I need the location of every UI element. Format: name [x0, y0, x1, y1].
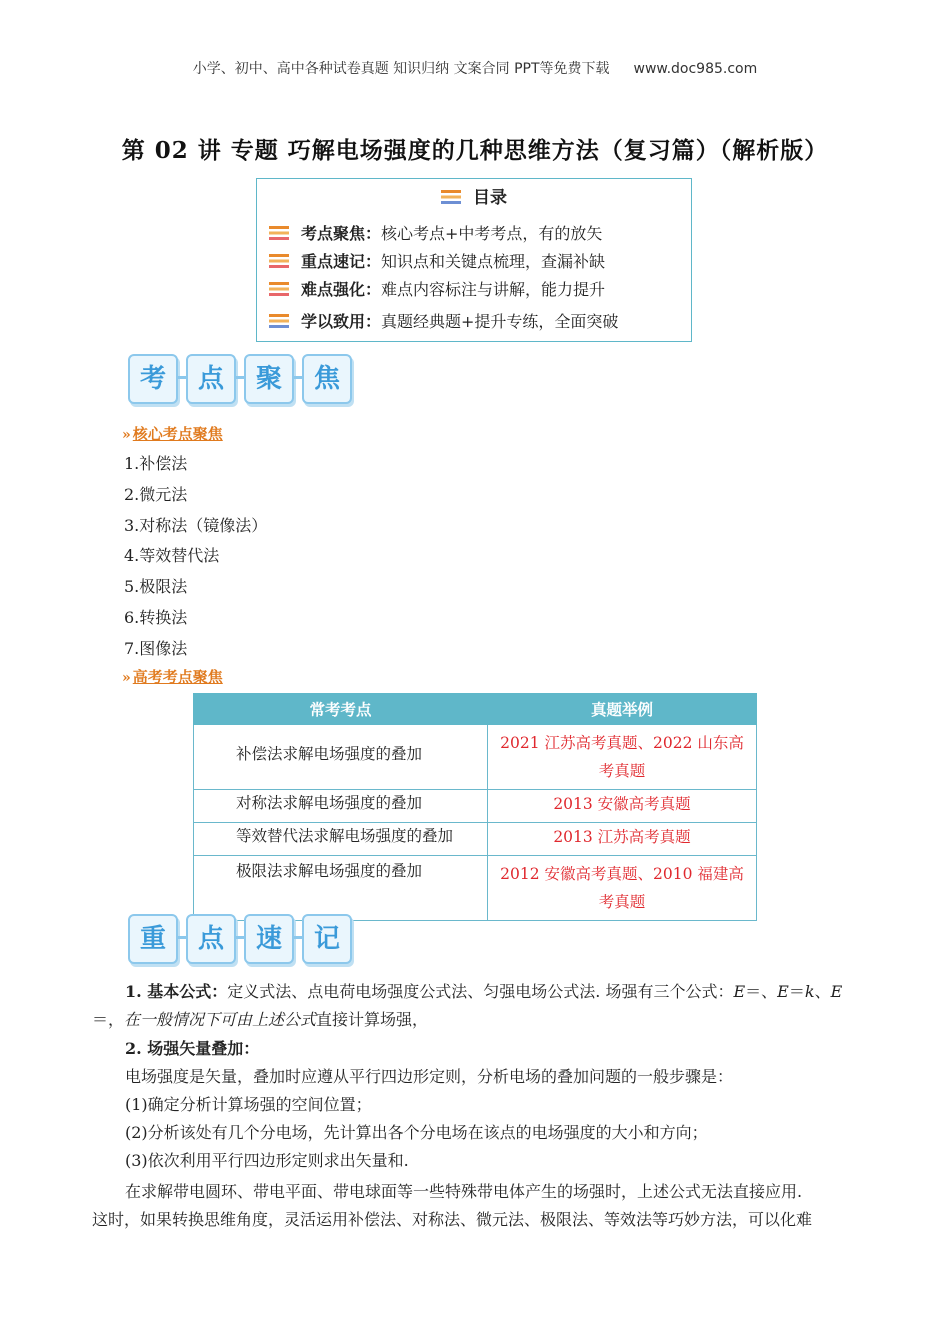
page-title: 第 02 讲 专题 巧解电场强度的几种思维方法（复习篇）（解析版）	[121, 137, 829, 164]
table-cell-point: 极限法求解电场强度的叠加	[194, 856, 488, 921]
badge-char: 速	[244, 914, 294, 964]
badge-char: 聚	[244, 354, 294, 404]
double-chevron-icon: »	[122, 427, 131, 443]
badge-char: 焦	[302, 354, 352, 404]
table-cell-example: 2021 江苏高考真题、2022 山东高考真题	[488, 725, 757, 790]
list-icon	[269, 314, 289, 328]
paragraph-formulas: 1. 基本公式：定义式法、点电荷电场强度公式法、匀强电场公式法. 场强有三个公式：E＝、E＝k、E ＝，在一般情况下可由上述公式直接计算场强，	[92, 982, 843, 1029]
header-text: 小学、初中、高中各种试卷真题 知识归纳 文案合同 PPT等免费下载	[192, 61, 610, 77]
paragraph-vector-title: 2. 场强矢量叠加：	[125, 1039, 260, 1058]
gaokao-section-title: » 高考考点聚焦	[122, 668, 223, 686]
paragraph: (1)确定分析计算场强的空间位置；	[125, 1095, 372, 1114]
paragraph: 在求解带电圆环、带电平面、带电球面等一些特殊带电体产生的场强时，上述公式无法直接应用.	[125, 1182, 803, 1201]
toc-desc: 知识点和关键点梳理，查漏补缺	[381, 252, 606, 271]
paragraph: (2)分析该处有几个分电场，先计算出各个分电场在该点的电场强度的大小和方向；	[125, 1123, 708, 1142]
table-cell-example: 2013 江苏高考真题	[488, 823, 757, 856]
table-row	[194, 823, 757, 856]
toc-row-1[interactable]	[269, 221, 602, 244]
toc-label: 重点速记：	[301, 252, 382, 271]
badge-char: 记	[302, 914, 352, 964]
paragraph: (3)依次利用平行四边形定则求出矢量和.	[125, 1151, 409, 1170]
core-item: 1.补偿法	[124, 454, 188, 473]
badge-char: 点	[186, 914, 236, 964]
toc-row-2[interactable]	[269, 249, 605, 272]
core-item: 4.等效替代法	[124, 546, 220, 565]
page-header	[0, 58, 950, 78]
table-row	[194, 790, 757, 823]
table-cell-point: 等效替代法求解电场强度的叠加	[194, 823, 488, 856]
toc-desc: 真题经典题+提升专练，全面突破	[381, 312, 619, 331]
list-icon	[269, 282, 289, 296]
table-cell-point: 补偿法求解电场强度的叠加	[194, 725, 488, 790]
toc-desc: 核心考点+中考考点，有的放矢	[381, 224, 603, 243]
core-item: 5.极限法	[124, 577, 188, 596]
toc-label: 考点聚焦：	[301, 224, 382, 243]
list-icon	[441, 190, 461, 204]
badge-char: 重	[128, 914, 178, 964]
toc-label: 学以致用：	[301, 312, 382, 331]
table-of-contents	[256, 178, 692, 342]
list-icon	[269, 254, 289, 268]
toc-heading: 目录	[257, 183, 691, 208]
gaokao-table	[193, 693, 757, 921]
table-header-cell: 常考考点	[194, 694, 488, 725]
list-icon	[269, 226, 289, 240]
core-item: 7.图像法	[124, 639, 188, 658]
table-header-row	[194, 694, 757, 725]
paragraph: 这时，如果转换思维角度，灵活运用补偿法、对称法、微元法、极限法、等效法等巧妙方法，可以化难	[92, 1210, 813, 1229]
core-item: 3.对称法（镜像法）	[124, 516, 268, 535]
core-item: 6.转换法	[124, 608, 188, 627]
toc-desc: 难点内容标注与讲解，能力提升	[381, 280, 606, 299]
table-header-cell: 真题举例	[488, 694, 757, 725]
badge-char: 考	[128, 354, 178, 404]
badge-char: 点	[186, 354, 236, 404]
paragraph: 电场强度是矢量，叠加时应遵从平行四边形定则，分析电场的叠加问题的一般步骤是：	[125, 1067, 734, 1086]
core-section-title: » 核心考点聚焦	[122, 425, 223, 443]
table-cell-example: 2012 安徽高考真题、2010 福建高考真题	[488, 856, 757, 921]
double-chevron-icon: »	[122, 670, 131, 686]
toc-row-3[interactable]	[269, 277, 605, 300]
header-url[interactable]: www.doc985.com	[633, 61, 758, 77]
toc-label: 难点强化：	[301, 280, 382, 299]
toc-row-4[interactable]	[269, 309, 618, 332]
table-cell-point: 对称法求解电场强度的叠加	[194, 790, 488, 823]
table-row	[194, 856, 757, 921]
core-item: 2.微元法	[124, 485, 188, 504]
table-row	[194, 725, 757, 790]
table-cell-example: 2013 安徽高考真题	[488, 790, 757, 823]
